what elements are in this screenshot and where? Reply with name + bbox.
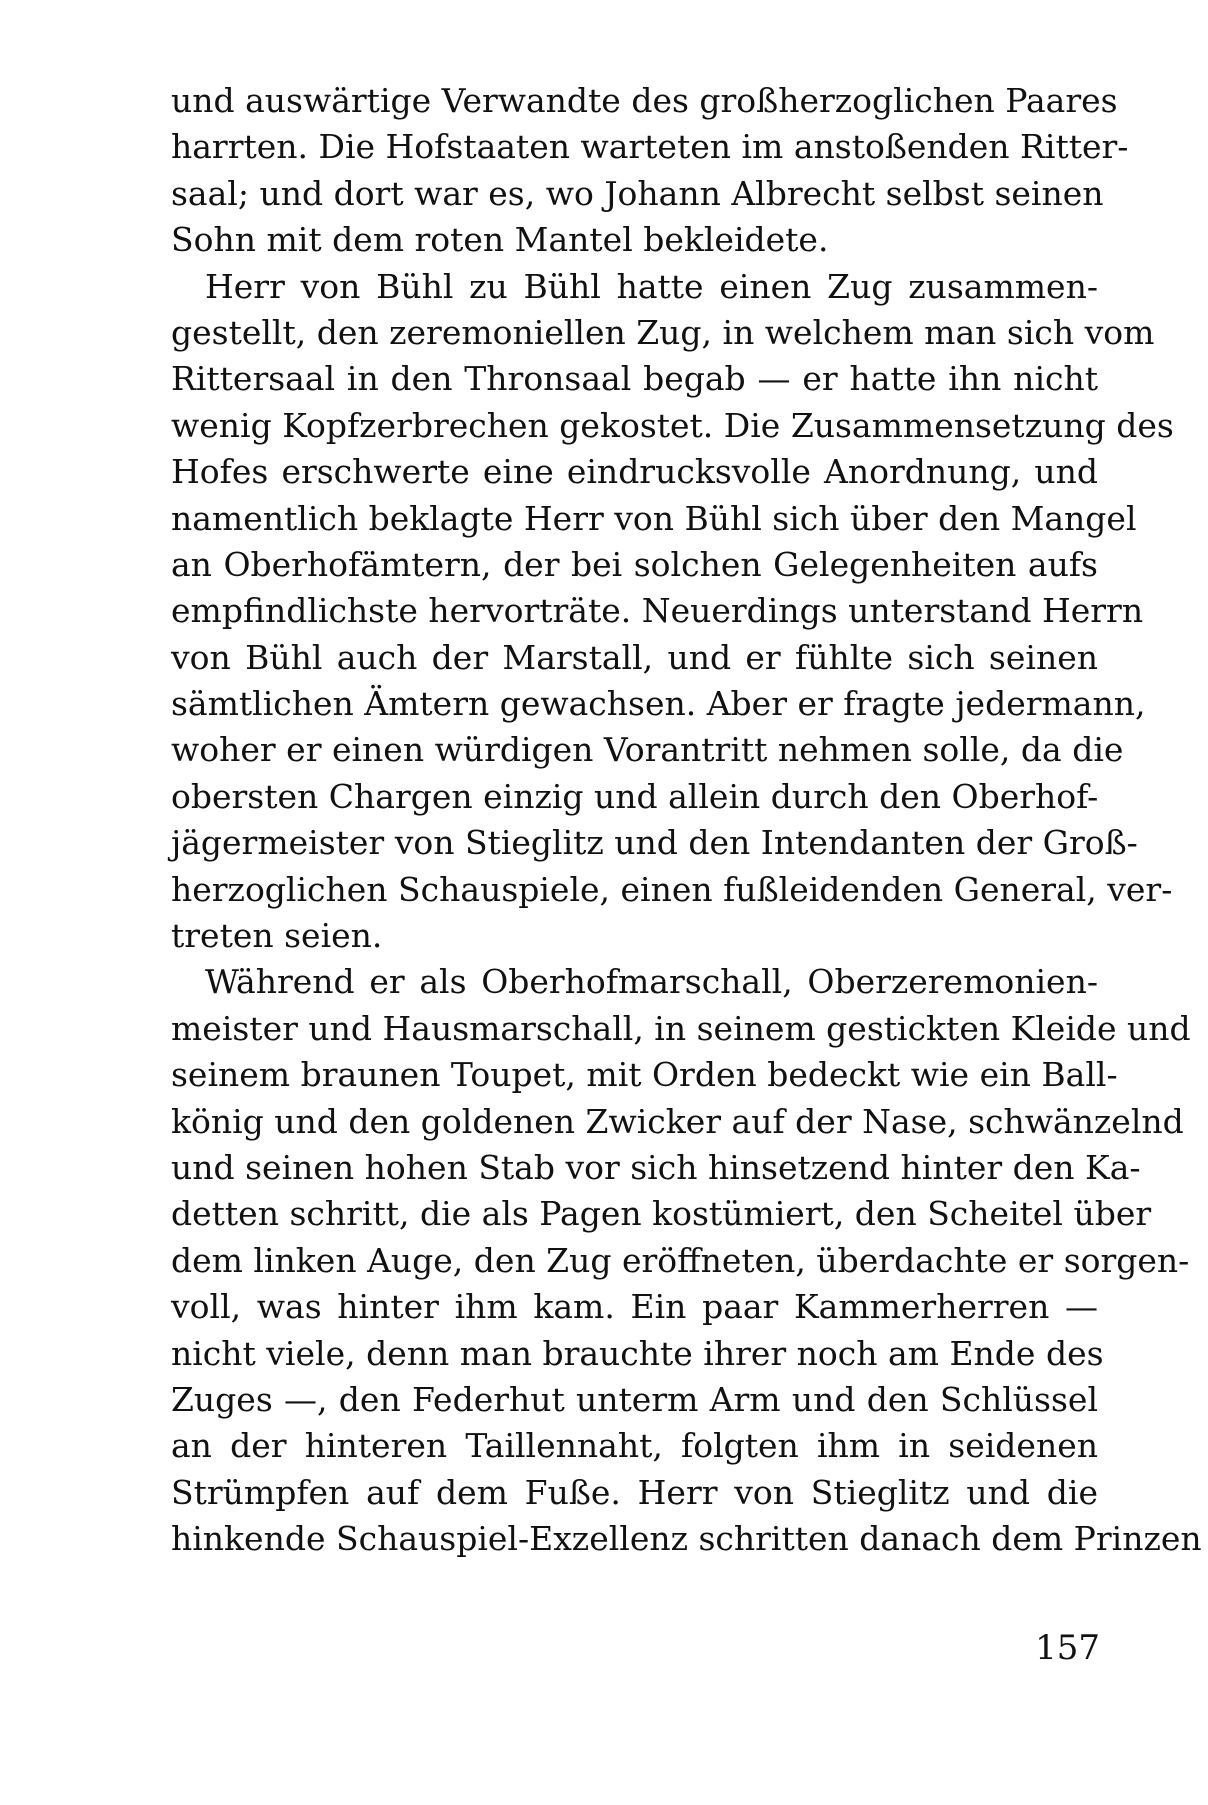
text-line: und auswärtige Verwandte des großherzoglichen Paares [171, 81, 1118, 120]
text-line: jägermeister von Stieglitz und den Intendanten der Groß- [171, 823, 1138, 863]
page-number: 157 [1035, 1628, 1100, 1668]
text-line: hinkende Schauspiel-Exzellenz schritten danach dem Prinzen [171, 1519, 1202, 1559]
text-line: Rittersaal in den Thronsaal begab — er hatte ihn nicht [171, 359, 1098, 399]
text-line: herzoglichen Schauspiele, einen fußleidenden General, ver- [171, 869, 1173, 909]
text-line: dem linken Auge, den Zug eröffneten, überdachte er sorgen- [171, 1240, 1190, 1280]
text-line: sämtlichen Ämtern gewachsen. Aber er fragte jedermann, [171, 684, 1146, 724]
text-line: und seinen hohen Stab vor sich hinsetzend hinter den Ka- [171, 1147, 1141, 1187]
text-line: empfindlichste hervorträte. Neuerdings unterstand Herrn [171, 591, 1144, 631]
text-line: treten seien. [171, 916, 383, 956]
text-line: könig und den goldenen Zwicker auf der Nase, schwänzelnd [171, 1101, 1184, 1141]
body-text [171, 78, 1202, 1563]
text-line: an der hinteren Taillennaht, folgten ihm in seidenen [171, 1426, 1098, 1466]
text-line: detten schritt, die als Pagen kostümiert, den Scheitel über [171, 1194, 1152, 1234]
text-line: gestellt, den zeremoniellen Zug, in welchem man sich vom [171, 312, 1155, 352]
text-line: an Oberhofämtern, der bei solchen Gelegenheiten aufs [171, 544, 1098, 584]
text-line: Herr von Bühl zu Bühl hatte einen Zug zusammen- [205, 266, 1098, 306]
text-line: woher er einen würdigen Vorantritt nehmen solle, da die [171, 730, 1124, 770]
text-line: Strümpfen auf dem Fuße. Herr von Stieglitz und die [171, 1472, 1098, 1512]
text-line: Hofes erschwerte eine eindrucksvolle Anordnung, und [171, 452, 1098, 492]
text-line: saal; und dort war es, wo Johann Albrecht selbst seinen [171, 173, 1104, 213]
text-line: nicht viele, denn man brauchte ihrer noch am Ende des [171, 1333, 1104, 1373]
text-line: obersten Chargen einzig und allein durch den Oberhof- [171, 776, 1099, 816]
text-line: seinem braunen Toupet, mit Orden bedeckt wie ein Ball- [171, 1055, 1118, 1095]
text-line: Während er als Oberhofmarschall, Oberzeremonien- [205, 962, 1098, 1002]
text-line: wenig Kopfzerbrechen gekostet. Die Zusammensetzung des [171, 405, 1174, 445]
text-line: Sohn mit dem roten Mantel bekleidete. [171, 220, 829, 260]
text-line: harrten. Die Hofstaaten warteten im anstoßenden Ritter- [171, 127, 1129, 167]
text-line: meister und Hausmarschall, in seinem gestickten Kleide und [171, 1008, 1191, 1048]
text-line: voll, was hinter ihm kam. Ein paar Kammerherren — [171, 1287, 1098, 1327]
text-line: von Bühl auch der Marstall, und er fühlte sich seinen [171, 637, 1098, 677]
text-line: namentlich beklagte Herr von Bühl sich über den Mangel [171, 498, 1137, 538]
text-line: Zuges —, den Federhut unterm Arm und den Schlüssel [171, 1379, 1098, 1419]
